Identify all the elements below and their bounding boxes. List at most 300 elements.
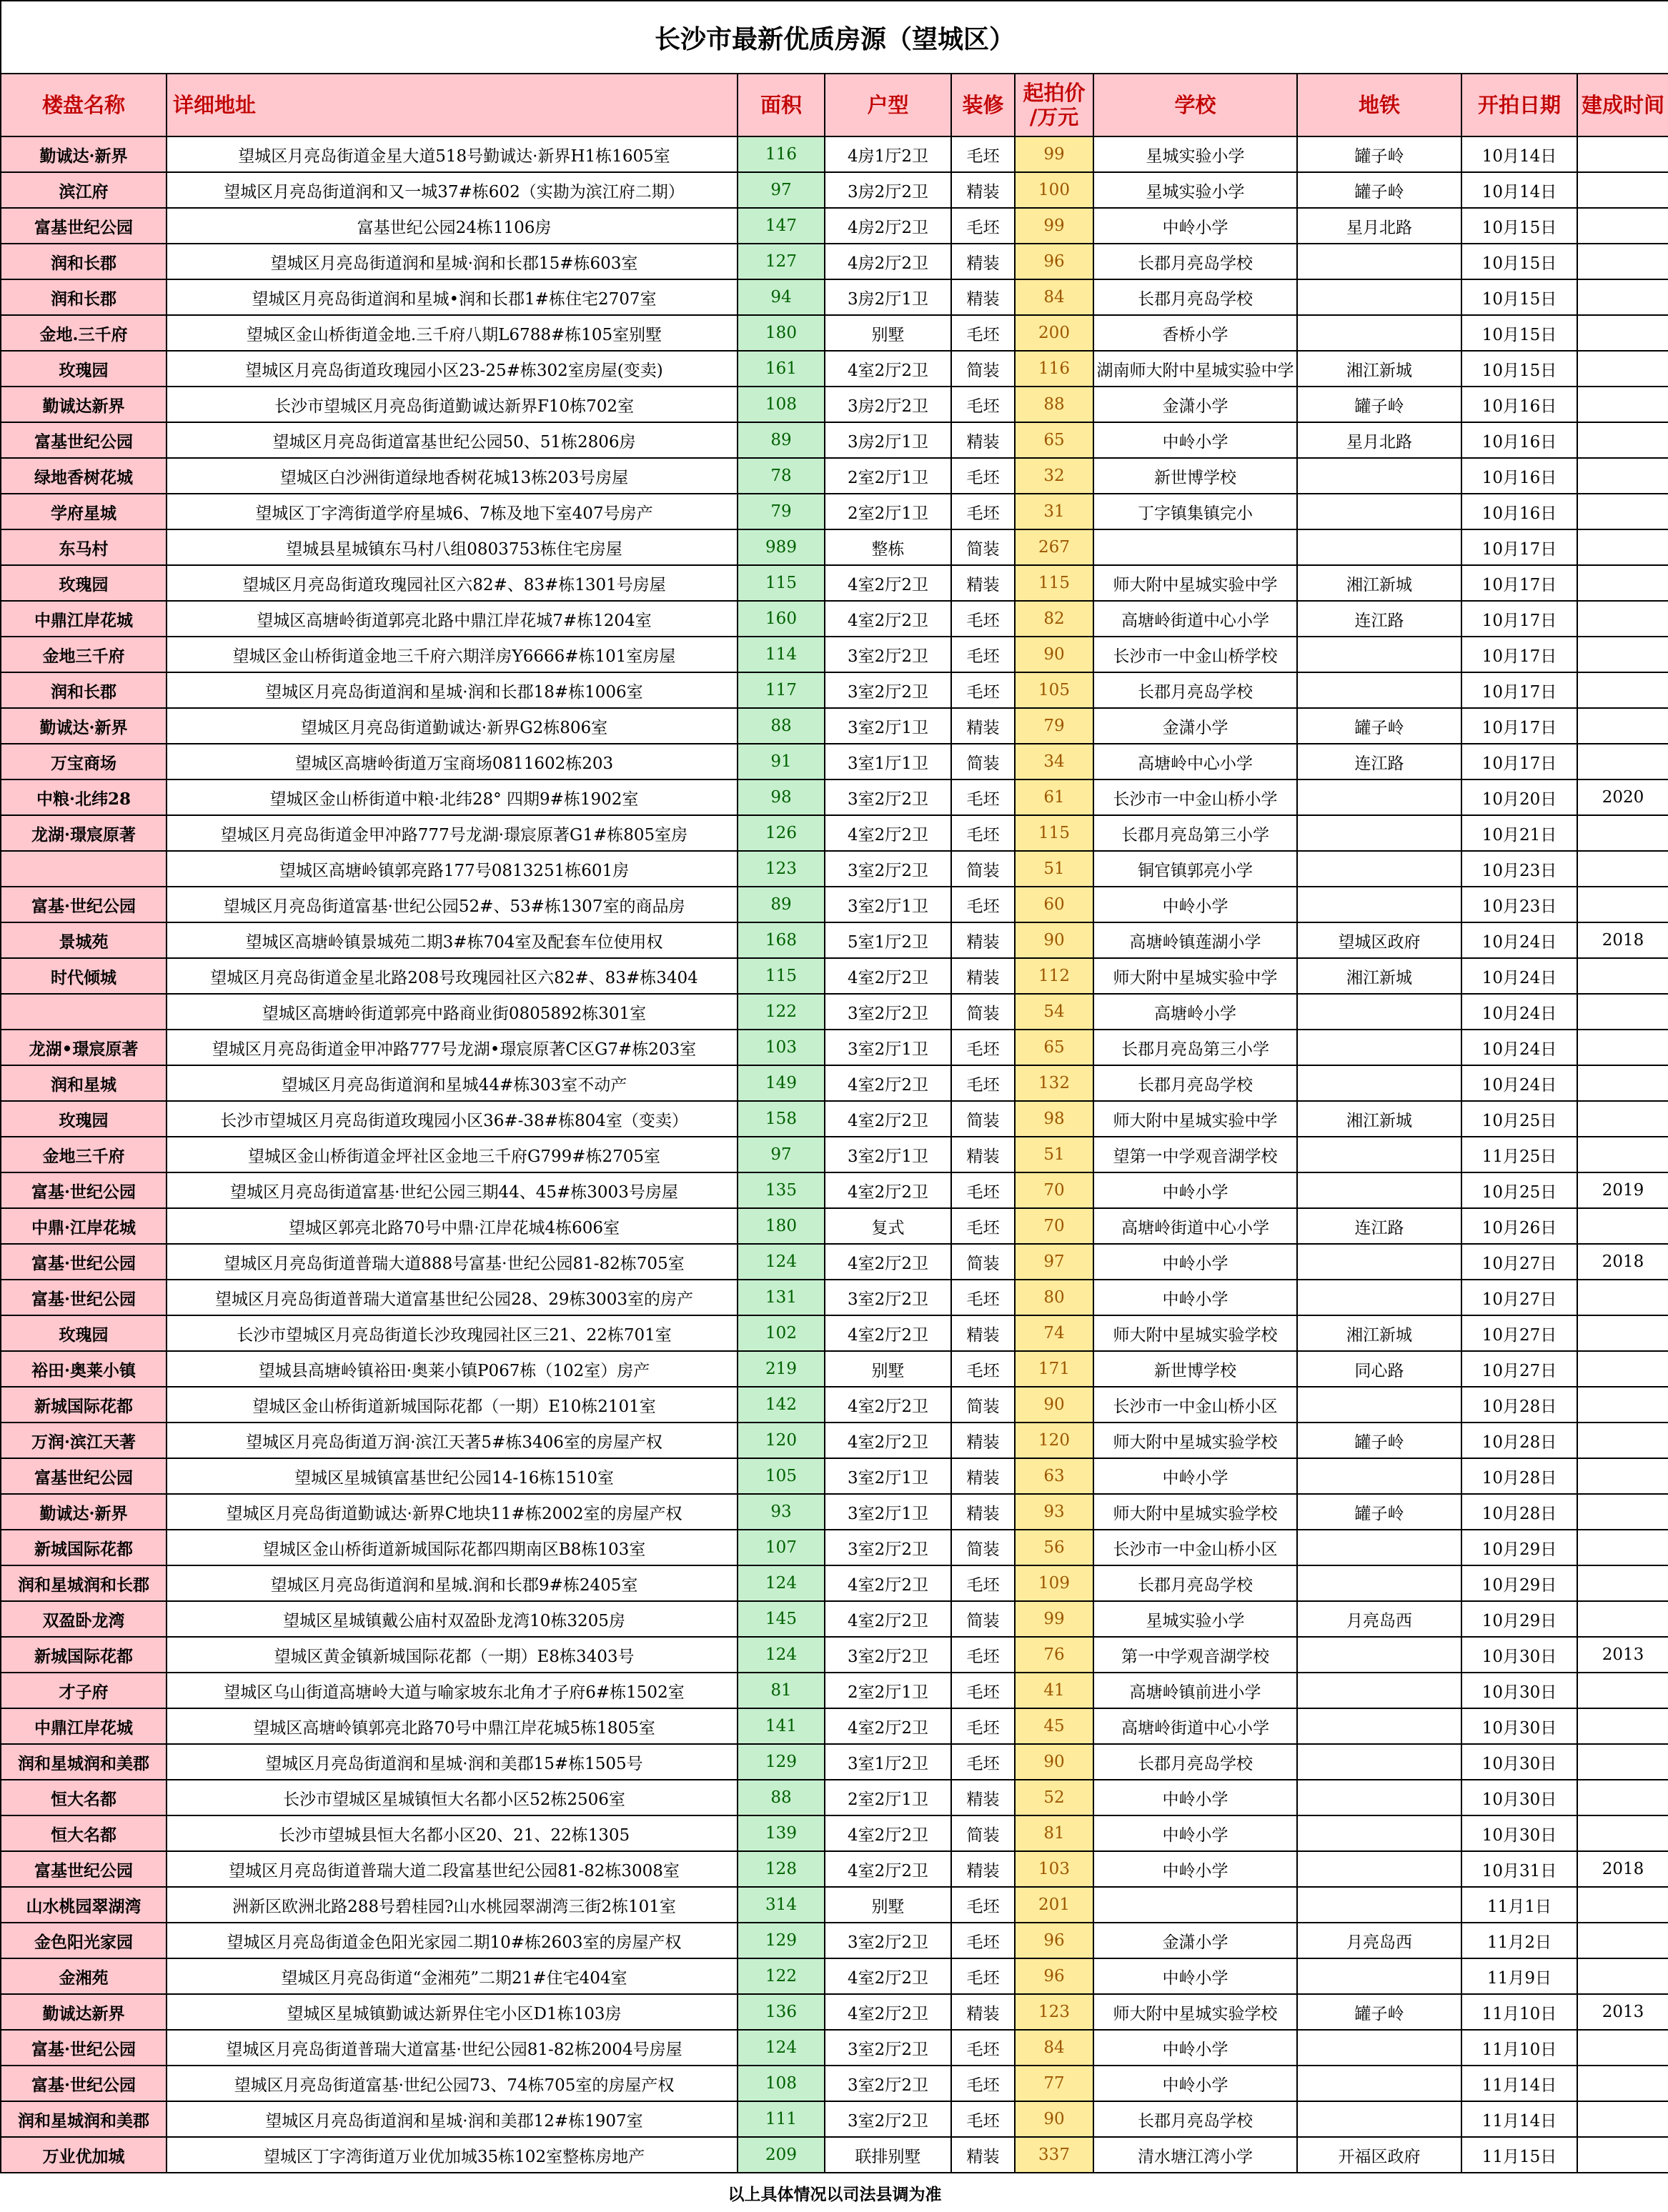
cell-metro	[1297, 779, 1461, 815]
cell-address: 望城区月亮岛街道润和星城·润和长郡15#栋603室	[167, 244, 738, 279]
cell-price: 96	[1015, 244, 1093, 279]
cell-decor: 精装	[951, 172, 1015, 208]
cell-property-name: 中鼎·江岸花城	[1, 1208, 167, 1244]
table-row	[1, 529, 1668, 565]
cell-built	[1577, 1280, 1668, 1315]
cell-layout: 4室2厅2卫	[825, 1958, 951, 1994]
cell-metro	[1297, 1280, 1461, 1315]
cell-metro	[1297, 1637, 1461, 1673]
cell-area: 147	[738, 208, 825, 244]
cell-built	[1577, 815, 1668, 851]
cell-property-name: 万业优加城	[1, 2137, 167, 2173]
cell-area: 124	[738, 1565, 825, 1601]
cell-school: 中岭小学	[1093, 1458, 1297, 1494]
cell-layout: 4室2厅2卫	[825, 1101, 951, 1137]
cell-metro	[1297, 2030, 1461, 2066]
cell-layout: 4室2厅2卫	[825, 1708, 951, 1744]
cell-address: 望城区月亮岛街道润和星城·润和美郡12#栋1907室	[167, 2101, 738, 2137]
cell-date: 10月17日	[1461, 672, 1577, 708]
cell-date: 10月24日	[1461, 1030, 1577, 1065]
cell-property-name: 金地.三千府	[1, 315, 167, 351]
cell-metro	[1297, 1887, 1461, 1923]
cell-area: 158	[738, 1101, 825, 1137]
cell-school: 师大附中星城实验学校	[1093, 1994, 1297, 2030]
cell-property-name: 勤诚达新界	[1, 387, 167, 422]
cell-school: 高塘岭街道中心小学	[1093, 1208, 1297, 1244]
cell-built: 2018	[1577, 1244, 1668, 1280]
cell-layout: 3室2厅1卫	[825, 1458, 951, 1494]
cell-address: 望城区星城镇戴公庙村双盈卧龙湾10栋3205房	[167, 1601, 738, 1637]
cell-layout: 2室2厅1卫	[825, 458, 951, 494]
cell-address: 望城区白沙洲街道绿地香树花城13栋203号房屋	[167, 458, 738, 494]
cell-price: 65	[1015, 1030, 1093, 1065]
cell-address: 长沙市望城县恒大名都小区20、21、22栋1305	[167, 1815, 738, 1851]
cell-built	[1577, 744, 1668, 779]
cell-school: 高塘岭小学	[1093, 994, 1297, 1030]
cell-school: 高塘岭中心小学	[1093, 744, 1297, 779]
cell-address: 望城区月亮岛街道润和星城44#栋303室不动产	[167, 1065, 738, 1101]
cell-date: 10月30日	[1461, 1780, 1577, 1815]
cell-built	[1577, 708, 1668, 744]
cell-property-name: 富基·世纪公园	[1, 1280, 167, 1315]
cell-layout: 联排别墅	[825, 2137, 951, 2173]
cell-school: 师大附中星城实验学校	[1093, 1315, 1297, 1351]
cell-property-name: 学府星城	[1, 494, 167, 529]
cell-school: 中岭小学	[1093, 2030, 1297, 2066]
cell-property-name: 玫瑰园	[1, 351, 167, 387]
cell-date: 10月15日	[1461, 351, 1577, 387]
cell-price: 116	[1015, 351, 1093, 387]
cell-address: 望城区星城镇勤诚达新界住宅小区D1栋103房	[167, 1994, 738, 2030]
cell-metro	[1297, 994, 1461, 1030]
cell-property-name: 富基世纪公园	[1, 1458, 167, 1494]
cell-decor: 毛坯	[951, 1030, 1015, 1065]
cell-layout: 4室2厅2卫	[825, 1994, 951, 2030]
cell-layout: 2室2厅1卫	[825, 1673, 951, 1708]
cell-address: 望城区月亮岛街道富基·世纪公园52#、53#栋1307室的商品房	[167, 887, 738, 922]
table-row	[1, 1065, 1668, 1101]
cell-metro: 罐子岭	[1297, 1994, 1461, 2030]
cell-school: 长郡月亮岛学校	[1093, 279, 1297, 315]
table-row	[1, 1387, 1668, 1423]
cell-price: 56	[1015, 1530, 1093, 1565]
cell-price: 96	[1015, 1958, 1093, 1994]
cell-layout: 4室2厅2卫	[825, 1423, 951, 1458]
cell-area: 120	[738, 1423, 825, 1458]
table-row	[1, 1923, 1668, 1958]
cell-area: 126	[738, 815, 825, 851]
cell-property-name: 万宝商场	[1, 744, 167, 779]
table-row	[1, 1815, 1668, 1851]
cell-area: 89	[738, 422, 825, 458]
cell-built: 2018	[1577, 922, 1668, 958]
cell-school: 长郡月亮岛学校	[1093, 2101, 1297, 2137]
cell-decor: 精装	[951, 922, 1015, 958]
table-row	[1, 1137, 1668, 1172]
table-row	[1, 708, 1668, 744]
cell-decor: 毛坯	[951, 1673, 1015, 1708]
cell-address: 望城区金山桥街道中粮·北纬28° 四期9#栋1902室	[167, 779, 738, 815]
cell-price: 65	[1015, 422, 1093, 458]
cell-layout: 4室2厅2卫	[825, 565, 951, 601]
table-row	[1, 815, 1668, 851]
cell-property-name: 中鼎江岸花城	[1, 601, 167, 637]
cell-metro	[1297, 1958, 1461, 1994]
table-row	[1, 922, 1668, 958]
cell-property-name: 润和星城润和美郡	[1, 1744, 167, 1780]
cell-decor: 简装	[951, 1244, 1015, 1280]
cell-school	[1093, 1887, 1297, 1923]
cell-price: 88	[1015, 387, 1093, 422]
cell-price: 34	[1015, 744, 1093, 779]
cell-metro: 连江路	[1297, 744, 1461, 779]
cell-built	[1577, 172, 1668, 208]
table-row	[1, 1851, 1668, 1887]
cell-built	[1577, 887, 1668, 922]
table-row	[1, 1708, 1668, 1744]
cell-layout: 别墅	[825, 1887, 951, 1923]
cell-date: 11月10日	[1461, 1994, 1577, 2030]
cell-metro: 湘江新城	[1297, 1101, 1461, 1137]
cell-date: 10月28日	[1461, 1387, 1577, 1423]
cell-decor: 精装	[951, 1994, 1015, 2030]
table-row	[1, 387, 1668, 422]
cell-price: 115	[1015, 815, 1093, 851]
cell-school	[1093, 529, 1297, 565]
table-row	[1, 1244, 1668, 1280]
cell-decor: 毛坯	[951, 1065, 1015, 1101]
cell-address: 望城区月亮岛街道金甲冲路777号龙湖•璟宸原著C区G7#栋203室	[167, 1030, 738, 1065]
cell-layout: 3室2厅2卫	[825, 851, 951, 887]
cell-metro	[1297, 1815, 1461, 1851]
cell-school: 中岭小学	[1093, 1172, 1297, 1208]
cell-decor: 精装	[951, 1851, 1015, 1887]
cell-date: 10月14日	[1461, 136, 1577, 172]
cell-built: 2013	[1577, 1994, 1668, 2030]
cell-metro	[1297, 315, 1461, 351]
cell-price: 77	[1015, 2066, 1093, 2101]
table-body	[1, 136, 1668, 2173]
cell-layout: 整栋	[825, 529, 951, 565]
cell-property-name: 勤诚达新界	[1, 1994, 167, 2030]
cell-area: 98	[738, 779, 825, 815]
cell-school: 师大附中星城实验中学	[1093, 1101, 1297, 1137]
cell-decor: 精装	[951, 565, 1015, 601]
cell-address: 望城区月亮岛街道普瑞大道二段富基世纪公园81-82栋3008室	[167, 1851, 738, 1887]
cell-decor: 简装	[951, 1101, 1015, 1137]
cell-price: 98	[1015, 1101, 1093, 1137]
cell-price: 54	[1015, 994, 1093, 1030]
cell-area: 94	[738, 279, 825, 315]
cell-property-name: 勤诚达·新界	[1, 1494, 167, 1530]
cell-school: 长郡月亮岛第三小学	[1093, 1030, 1297, 1065]
cell-layout: 3室2厅2卫	[825, 2030, 951, 2066]
cell-price: 201	[1015, 1887, 1093, 1923]
cell-price: 90	[1015, 1744, 1093, 1780]
cell-school: 长沙市一中金山桥小学	[1093, 779, 1297, 815]
cell-built	[1577, 494, 1668, 529]
cell-built	[1577, 244, 1668, 279]
cell-layout: 3室2厅2卫	[825, 2101, 951, 2137]
cell-layout: 4室2厅2卫	[825, 1244, 951, 1280]
cell-date: 10月31日	[1461, 1851, 1577, 1887]
cell-address: 望城区乌山街道高塘岭大道与喻家坡东北角才子府6#栋1502室	[167, 1673, 738, 1708]
cell-school: 长郡月亮岛学校	[1093, 244, 1297, 279]
cell-decor: 精装	[951, 708, 1015, 744]
cell-metro: 月亮岛西	[1297, 1601, 1461, 1637]
table-row	[1, 458, 1668, 494]
cell-price: 90	[1015, 637, 1093, 672]
table-row	[1, 2030, 1668, 2066]
cell-metro: 罐子岭	[1297, 1423, 1461, 1458]
cell-price: 74	[1015, 1315, 1093, 1351]
table-row	[1, 1208, 1668, 1244]
cell-decor: 精装	[951, 279, 1015, 315]
header-address: 详细地址	[167, 74, 738, 136]
cell-metro	[1297, 1851, 1461, 1887]
cell-address: 望城区月亮岛街道润和星城·润和美郡15#栋1505号	[167, 1744, 738, 1780]
cell-school: 中岭小学	[1093, 887, 1297, 922]
cell-address: 望城区金山桥街道新城国际花都四期南区B8栋103室	[167, 1530, 738, 1565]
cell-decor: 毛坯	[951, 315, 1015, 351]
cell-built: 2013	[1577, 1637, 1668, 1673]
cell-date: 11月14日	[1461, 2101, 1577, 2137]
cell-metro: 罐子岭	[1297, 136, 1461, 172]
cell-date: 11月2日	[1461, 1923, 1577, 1958]
header-price-line2: /万元	[1029, 105, 1079, 129]
cell-built	[1577, 1423, 1668, 1458]
cell-built	[1577, 529, 1668, 565]
cell-property-name: 玫瑰园	[1, 1101, 167, 1137]
cell-built	[1577, 1387, 1668, 1423]
cell-property-name: 中鼎江岸花城	[1, 1708, 167, 1744]
cell-layout: 2室2厅1卫	[825, 1780, 951, 1815]
cell-school: 新世博学校	[1093, 458, 1297, 494]
cell-decor: 毛坯	[951, 1708, 1015, 1744]
cell-layout: 4房2厅2卫	[825, 208, 951, 244]
cell-metro	[1297, 1172, 1461, 1208]
table-row	[1, 1958, 1668, 1994]
cell-metro: 星月北路	[1297, 208, 1461, 244]
cell-price: 51	[1015, 851, 1093, 887]
cell-school: 长郡月亮岛学校	[1093, 1744, 1297, 1780]
cell-price: 63	[1015, 1458, 1093, 1494]
cell-area: 989	[738, 529, 825, 565]
cell-school: 中岭小学	[1093, 1780, 1297, 1815]
cell-decor: 毛坯	[951, 887, 1015, 922]
cell-built	[1577, 565, 1668, 601]
table-row	[1, 1351, 1668, 1387]
table-row	[1, 208, 1668, 244]
cell-price: 97	[1015, 1244, 1093, 1280]
table-row	[1, 2101, 1668, 2137]
cell-metro: 湘江新城	[1297, 958, 1461, 994]
cell-area: 108	[738, 2066, 825, 2101]
cell-built	[1577, 1744, 1668, 1780]
cell-price: 52	[1015, 1780, 1093, 1815]
cell-built	[1577, 1815, 1668, 1851]
cell-school: 香桥小学	[1093, 315, 1297, 351]
cell-area: 131	[738, 1280, 825, 1315]
cell-area: 116	[738, 136, 825, 172]
cell-date: 10月23日	[1461, 851, 1577, 887]
cell-price: 123	[1015, 1994, 1093, 2030]
cell-address: 望城县星城镇东马村八组0803753栋住宅房屋	[167, 529, 738, 565]
cell-decor: 毛坯	[951, 1958, 1015, 1994]
cell-address: 望城区金山桥街道新城国际花都（一期）E10栋2101室	[167, 1387, 738, 1423]
cell-price: 60	[1015, 887, 1093, 922]
cell-school: 中岭小学	[1093, 2066, 1297, 2101]
cell-metro	[1297, 1673, 1461, 1708]
cell-decor: 简装	[951, 1815, 1015, 1851]
cell-school: 新世博学校	[1093, 1351, 1297, 1387]
cell-metro: 罐子岭	[1297, 708, 1461, 744]
cell-layout: 3室2厅2卫	[825, 1280, 951, 1315]
cell-date: 10月29日	[1461, 1601, 1577, 1637]
cell-metro: 开福区政府	[1297, 2137, 1461, 2173]
cell-property-name: 润和长郡	[1, 279, 167, 315]
cell-address: 望城区月亮岛街道“金湘苑”二期21#住宅404室	[167, 1958, 738, 1994]
cell-layout: 3室2厅2卫	[825, 2066, 951, 2101]
header-price	[1015, 74, 1093, 136]
cell-property-name: 勤诚达·新界	[1, 708, 167, 744]
cell-price: 112	[1015, 958, 1093, 994]
cell-decor: 精装	[951, 1137, 1015, 1172]
cell-date: 11月10日	[1461, 2030, 1577, 2066]
cell-price: 115	[1015, 565, 1093, 601]
cell-layout: 3室2厅1卫	[825, 1494, 951, 1530]
cell-built	[1577, 601, 1668, 637]
cell-price: 82	[1015, 601, 1093, 637]
cell-area: 149	[738, 1065, 825, 1101]
table-row	[1, 279, 1668, 315]
cell-decor: 精装	[951, 244, 1015, 279]
cell-built	[1577, 1601, 1668, 1637]
cell-metro	[1297, 851, 1461, 887]
cell-area: 88	[738, 1780, 825, 1815]
cell-date: 11月25日	[1461, 1137, 1577, 1172]
cell-metro	[1297, 815, 1461, 851]
cell-address: 望城区月亮岛街道金甲冲路777号龙湖·璟宸原著G1#栋805室房	[167, 815, 738, 851]
cell-area: 115	[738, 565, 825, 601]
cell-address: 望城区金山桥街道金地.三千府八期L6788#栋105室别墅	[167, 315, 738, 351]
cell-date: 10月30日	[1461, 1815, 1577, 1851]
cell-layout: 3房2厅1卫	[825, 422, 951, 458]
cell-decor: 毛坯	[951, 1923, 1015, 1958]
cell-built	[1577, 1923, 1668, 1958]
cell-property-name: 新城国际花都	[1, 1387, 167, 1423]
cell-metro: 月亮岛西	[1297, 1923, 1461, 1958]
cell-area: 128	[738, 1851, 825, 1887]
cell-property-name: 才子府	[1, 1673, 167, 1708]
cell-school: 长郡月亮岛学校	[1093, 1065, 1297, 1101]
cell-property-name	[1, 851, 167, 887]
table-row	[1, 672, 1668, 708]
cell-price: 132	[1015, 1065, 1093, 1101]
cell-price: 81	[1015, 1815, 1093, 1851]
table-row	[1, 136, 1668, 172]
cell-school: 中岭小学	[1093, 1851, 1297, 1887]
cell-layout: 4室2厅2卫	[825, 1851, 951, 1887]
table-row	[1, 1494, 1668, 1530]
cell-school: 长沙市一中金山桥小区	[1093, 1387, 1297, 1423]
cell-school: 清水塘江湾小学	[1093, 2137, 1297, 2173]
cell-metro	[1297, 279, 1461, 315]
cell-built	[1577, 1958, 1668, 1994]
cell-property-name: 富基·世纪公园	[1, 2030, 167, 2066]
cell-date: 10月16日	[1461, 494, 1577, 529]
cell-metro	[1297, 1708, 1461, 1744]
cell-metro: 罐子岭	[1297, 387, 1461, 422]
cell-layout: 3房2厅2卫	[825, 387, 951, 422]
header-row	[1, 74, 1668, 136]
cell-price: 96	[1015, 1923, 1093, 1958]
cell-price: 337	[1015, 2137, 1093, 2173]
cell-decor: 毛坯	[951, 637, 1015, 672]
cell-price: 105	[1015, 672, 1093, 708]
cell-price: 70	[1015, 1208, 1093, 1244]
cell-built	[1577, 2066, 1668, 2101]
cell-property-name: 恒大名都	[1, 1815, 167, 1851]
cell-property-name: 龙湖·璟宸原著	[1, 815, 167, 851]
cell-decor: 毛坯	[951, 1565, 1015, 1601]
cell-decor: 毛坯	[951, 2030, 1015, 2066]
cell-built	[1577, 279, 1668, 315]
cell-property-name: 玫瑰园	[1, 1315, 167, 1351]
table-row	[1, 1030, 1668, 1065]
cell-school: 铜官镇郭亮小学	[1093, 851, 1297, 887]
cell-property-name: 东马村	[1, 529, 167, 565]
cell-date: 10月17日	[1461, 708, 1577, 744]
table-row	[1, 1565, 1668, 1601]
table-row	[1, 1458, 1668, 1494]
cell-date: 10月28日	[1461, 1423, 1577, 1458]
cell-metro: 连江路	[1297, 601, 1461, 637]
cell-layout: 4室2厅2卫	[825, 601, 951, 637]
cell-layout: 4室2厅2卫	[825, 958, 951, 994]
cell-address: 望城区高塘岭街道万宝商场0811602栋203	[167, 744, 738, 779]
cell-property-name: 金湘苑	[1, 1958, 167, 1994]
cell-price: 79	[1015, 708, 1093, 744]
table-row	[1, 779, 1668, 815]
cell-property-name: 绿地香树花城	[1, 458, 167, 494]
cell-metro	[1297, 1137, 1461, 1172]
cell-metro	[1297, 637, 1461, 672]
cell-school: 中岭小学	[1093, 1815, 1297, 1851]
table-row	[1, 744, 1668, 779]
cell-metro	[1297, 2066, 1461, 2101]
cell-layout: 3房2厅2卫	[825, 172, 951, 208]
cell-price: 100	[1015, 172, 1093, 208]
cell-property-name: 润和星城	[1, 1065, 167, 1101]
cell-school: 金潇小学	[1093, 708, 1297, 744]
cell-date: 10月26日	[1461, 1208, 1577, 1244]
cell-decor: 精装	[951, 1458, 1015, 1494]
cell-area: 103	[738, 1030, 825, 1065]
cell-date: 10月15日	[1461, 244, 1577, 279]
cell-decor: 简装	[951, 529, 1015, 565]
cell-property-name: 富基·世纪公园	[1, 1244, 167, 1280]
cell-built: 2019	[1577, 1172, 1668, 1208]
cell-built	[1577, 1208, 1668, 1244]
cell-area: 161	[738, 351, 825, 387]
cell-built	[1577, 851, 1668, 887]
cell-property-name: 富基·世纪公园	[1, 1172, 167, 1208]
table-row	[1, 601, 1668, 637]
cell-decor: 简装	[951, 1601, 1015, 1637]
cell-area: 160	[738, 601, 825, 637]
cell-date: 11月1日	[1461, 1887, 1577, 1923]
